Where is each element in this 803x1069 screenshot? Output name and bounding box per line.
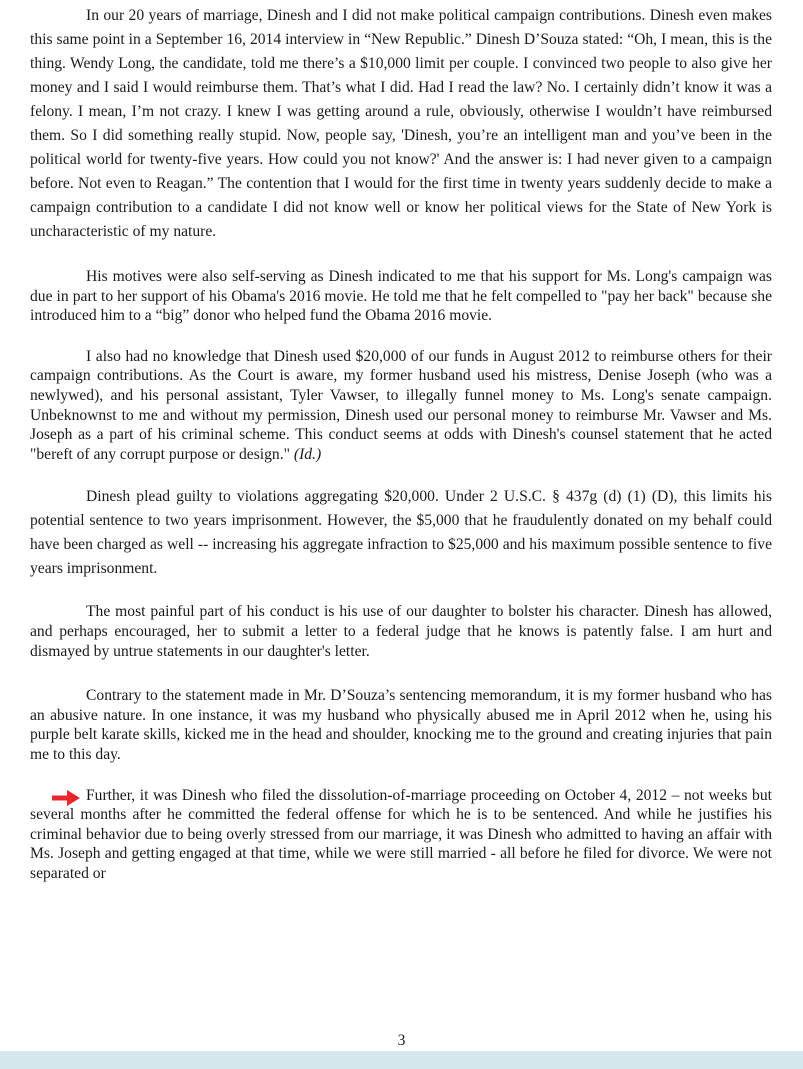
paragraph-reimbursement-text: I also had no knowledge that Dinesh used $20,000 of our funds in August 2012 to reimburse others for their campaign contributions. As the Court is aware, my former husband used his mistress, Denise Joseph (who was a newlywed), and his personal assistant, Tyler Vawser, to illegally funnel money to Ms. Long's senate campaign. Unbeknownst to me and without my permission, Dinesh used our personal money to reimburse Mr. Vawser and Ms. Joseph as a part of his criminal scheme. This conduct seems at odds with Dinesh's counsel statement that he acted "bereft of any corrupt purpose or design.": [30, 347, 772, 463]
paragraph-daughter-letter: The most painful part of his conduct is his use of our daughter to bolster his character. Dinesh has allowed, and perhaps encouraged, her to submit a letter to a federal judge that he knows is patently false. I am hurt and dismayed by untrue statements in our daughter's letter.: [30, 603, 772, 660]
paragraph-guilty-plea: Dinesh plead guilty to violations aggregating $20,000. Under 2 U.S.C. § 437g (d) (1) (D), this limits his potential sentence to two years imprisonment. However, the $5,000 that he fraudulently donated on my behalf could have been charged as well -- increasing his aggregate infraction to $25,000 and his maximum possible sentence to five years imprisonment.: [30, 488, 772, 578]
paragraph-abusive-nature: Contrary to the statement made in Mr. D’Souza’s sentencing memorandum, it is my former husband who has an abusive nature. In one instance, it was my husband who physically abused me in April 2012 when he, using his purple belt karate skills, kicked me in the head and shoulder, knocking me to the ground and creating injuries that pain me to this day.: [30, 687, 772, 763]
paragraph-motives: His motives were also self-serving as Dinesh indicated to me that his support for Ms. Long's campaign was due in part to her support of his Obama's 2016 movie. He told me that he felt compelled to "pay her back" because she introduced him to a “big” donor who helped fund the Obama 2016 movie.: [30, 268, 772, 325]
red-arrow-icon: [52, 789, 80, 807]
paragraph-campaign-contributions: In our 20 years of marriage, Dinesh and I did not make political campaign contributions. Dinesh even makes this same point in a September 16, 2014 interview in “New Republic.” Dinesh D’Souza stated: “Oh, I mean, this is the thing. Wendy Long, the candidate, told me there’s a $10,000 limit per couple. I convinced two people to also give her money and I said I would reimburse them. That’s what I did. Had I read the law? No. I certainly didn’t know it was a felony. I mean, I’m not crazy. I knew I was getting around a rule, obviously, otherwise I wouldn’t have reimbursed them. So I did something really stupid. Now, people say, 'Dinesh, you’re an intelligent man and you’ve been in the political world for twenty-five years. How could you not know?' And the answer is: I had never given to a campaign before. Not even to Reagan.” The contention that I would for the first time in twenty years suddenly decide to make a campaign contribution to a candidate I did not know well or know her political views for the State of New York is uncharacteristic of my nature.: [30, 7, 772, 240]
bottom-band: [0, 1051, 803, 1069]
red-arrow-shape: [52, 790, 80, 806]
page-number: 3: [397, 1032, 406, 1049]
paragraph-reimbursement: [30, 347, 772, 465]
paragraph-dissolution: Further, it was Dinesh who filed the dissolution-of-marriage proceeding on October 4, 2012 – not weeks but several months after he committed the federal offense for which he is to be sentenced. And while he justifies his criminal behavior due to being overly stressed from our marriage, it was Dinesh who admitted to having an affair with Ms. Joseph and getting engaged at that time, while we were still married - all before he filed for divorce. We were not separated or: [30, 786, 772, 882]
citation-id: (Id.): [293, 445, 322, 463]
document-body: [30, 4, 772, 883]
